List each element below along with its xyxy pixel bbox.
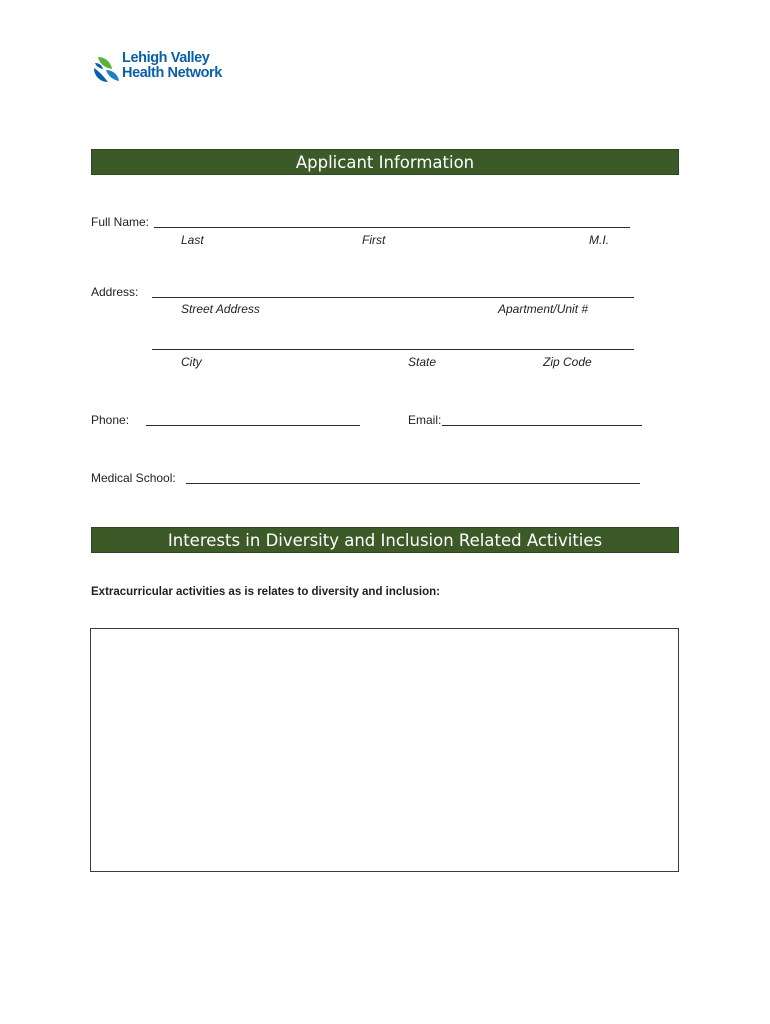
phone-label: Phone: xyxy=(91,413,130,427)
full-name-mi-label: M.I. xyxy=(589,233,609,247)
applicant-information-header: Applicant Information xyxy=(91,149,679,175)
state-label: State xyxy=(408,355,437,369)
full-name-label: Full Name: xyxy=(91,215,150,229)
logo-line-2: Health Network xyxy=(122,65,222,81)
email-label: Email: xyxy=(408,413,442,427)
extracurricular-prompt: Extracurricular activities as is relates to diversity and inclusion: xyxy=(91,586,440,598)
extracurricular-response-box[interactable] xyxy=(90,628,679,872)
interests-header: Interests in Diversity and Inclusion Related Activities xyxy=(91,527,679,553)
medical-school-label: Medical School: xyxy=(91,471,176,485)
address-label: Address: xyxy=(91,285,139,299)
phone-field[interactable] xyxy=(146,425,360,426)
street-address-field[interactable] xyxy=(152,297,634,298)
logo-wordmark xyxy=(122,51,222,81)
lvhn-logo-icon xyxy=(92,54,122,84)
city-state-zip-field[interactable] xyxy=(152,349,634,350)
logo-line-1: Lehigh Valley xyxy=(122,50,210,66)
full-name-first-label: First xyxy=(362,233,386,247)
city-label: City xyxy=(181,355,202,369)
full-name-last-label: Last xyxy=(181,233,204,247)
apartment-unit-label: Apartment/Unit # xyxy=(498,302,589,316)
full-name-field[interactable] xyxy=(154,227,630,228)
street-address-label: Street Address xyxy=(181,302,260,316)
lvhn-logo xyxy=(92,50,242,86)
medical-school-field[interactable] xyxy=(186,483,640,484)
email-field[interactable] xyxy=(442,425,642,426)
zip-code-label: Zip Code xyxy=(543,355,592,369)
